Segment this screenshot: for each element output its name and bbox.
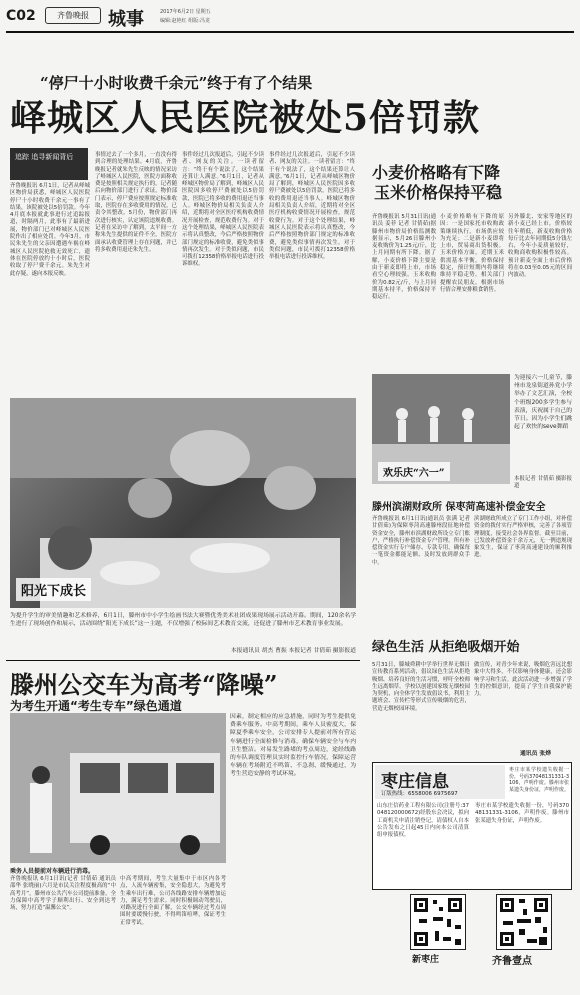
photo1-caption: 阳光下成长 — [16, 578, 91, 601]
lead-kicker: “停尸十小时收费千余元”终于有了个结果 — [40, 74, 313, 92]
section-rule — [6, 660, 360, 661]
ads-title: 枣庄信息 — [381, 772, 449, 792]
ads-item-2: 枣庄市某学校遗失收据一份，号码37048131331-3106，声明作废。滕州市张某遗失身份证，声明作废。 — [475, 803, 569, 824]
ads-box — [372, 762, 572, 890]
photo1-description: 为提升学生的审美情趣和艺术修养，6月1日，滕州市中小学生绘画书法大赛暨优秀美术社团成果现场展示活动开幕。期间，120余名学生进行了现场创作和展示，活动围绕“阳光下成长”这一主题，不仅增强了校际间艺术教育交流，还促进了滕州市艺术教育事业发展。 — [10, 613, 356, 627]
ads-note: 枣庄市某学校遗失收据一份，号码37048131331-3106，声明作废。滕州市张某遗失身份证，声明作废。 — [509, 767, 570, 793]
section-title: 城事 — [108, 9, 144, 30]
lead-headline: 峄城区人民医院被处5倍罚款 — [10, 97, 481, 139]
bus-illustration-icon — [10, 713, 226, 863]
qr-label-left: 新枣庄 — [412, 955, 440, 965]
lead-col-3: 事件经过几次报道后，引起不少读者、网友的关注。一读者留言：“终于有个说法了，这个结果还算让人满意。”6月1日，记者从峄城区物价局了解到，峄城区人民医院因多收停尸费被处以5倍罚款，医院已将多收的费用退还当事人。峄城区物价局相关负责人介绍，近期将对全区医疗机构收费情况开展检查，规范收费行为。对于这个处理结果，峄城区人民医院表示将认真整改，今后严格按照物价部门规定的标准收费，避免类似事情再次发生。对于类似问题，市民可拨打12358价格举报电话进行投诉维权。 — [182, 152, 264, 268]
qr-pattern-icon — [497, 895, 551, 949]
page-header — [0, 0, 580, 38]
bus-photo — [10, 713, 226, 863]
newspaper-logo: 齐鲁晚报 — [45, 7, 101, 24]
bus-col-2: 中高考期间，考生大量集中于市区内各考点，人流车辆密集，安全隐患大，为避免考生乘车出行难，公司各线路安排车辆增加运力，满足考生需求。同时积极调动驾驶员，对路况进行全面了解，公交车辆经过考点周围时要缓慢行驶，不得鸣笛喧哗，保证考生正常考试。 — [120, 876, 226, 926]
qr-label-right: 齐鲁壹点 — [492, 956, 532, 967]
green-headline: 绿色生活 从拒绝吸烟开始 — [372, 640, 520, 655]
ads-item-1: 山东庄信药业工程有限公司(注册号:37048120000672)经股东会决议，拟向工商机关申请注销登记，请债权人自本公告发布之日起45日内向本公司清算组申报债权。 — [377, 803, 469, 839]
lead-col-4: 事件经过几次报道后，引起不少读者、网友的关注。一读者留言：“终于有个说法了，这个结果还算让人满意。”6月1日，记者从峄城区物价局了解到，峄城区人民医院因多收停尸费被处以5倍罚款，医院已将多收的费用退还当事人。峄城区物价局相关负责人介绍，近期将对全区医疗机构收费情况开展检查，规范收费行为。对于这个处理结果，峄城区人民医院表示将认真整改，今后严格按照物价部门规定的标准收费，避免类似事情再次发生。对于类似问题，市民可拨打12358价格举报电话进行投诉维权。 — [269, 152, 355, 261]
bus-col-1: 齐鲁晚报讯 6月1日讯(记者 甘倩茹 通讯员 邵华 张晓丽)六月是市民关注程度极高的“中高考月”，滕州市公共汽车公司提前准备，全力保障中高考学子顺利出行、安全到达考场，努力打造“温馨公交”。 — [10, 876, 116, 912]
qr-code-icon[interactable] — [410, 894, 466, 950]
green-credit: 通讯员 张烨 — [520, 751, 552, 757]
ads-phone: 订版热线：6558006 6975697 — [381, 791, 458, 797]
issue-date: 2017年6月2日 星期五 — [160, 9, 211, 15]
finance-col-1: 齐鲁晚报讯 6月1日讯(通讯员 张满 记者 甘倩茹)为保障枣菏高速滕州段征地补偿资金安全，滕州市滨湖财政所设立专门账户，严格执行补偿资金专户管理。所有补偿资金实行专户储存、专款专用，确保每一笔资金都能足额、及时发放到群众手中。 — [372, 516, 470, 566]
green-col-1: 5月31日，滕城舜耕中学举行世界无烟日宣传教育系列活动，倡议绿色生活从拒绝吸烟、培养良好的生活习惯，呼吁全校师生远离烟草。学校以创建国家级无烟校园为契机，向全体学生发放倡议书，利用主题班会、宣传栏等形式宣传吸烟的危害，营造无烟校园环境。 — [372, 662, 470, 712]
wheat-col-2: 小麦价格略有下降的原因：一是国家托市收购政策继续执行，市场供应较为充足；二是新小麦即将上市，贸易商出货积极。玉米价格方面，近期玉米供需基本平衡，价格保持稳定，预计短期内将继续维持平稳走势。相关部门提醒农民朋友，根据市场行情合理安排粮食销售。 — [440, 214, 504, 293]
children-day-photo — [372, 374, 510, 484]
bus-headline: 滕州公交车为高考“降噪” — [10, 670, 278, 699]
green-col-2: 做宣传，对青少年来说，吸烟危害远比想象中大得多，不仅影响身体健康，还会影响学习和生活。此次活动进一步增强了学生的控烟意识，提高了学生自我保护能力。 — [474, 662, 572, 698]
wheat-headline-2: 玉米价格保持平稳 — [374, 183, 503, 202]
students-art-photo — [10, 398, 356, 608]
bus-subheadline: 为考生开通“考生专车”绿色通道 — [10, 699, 182, 713]
wheat-headline-1: 小麦价格略有下降 — [372, 163, 501, 182]
photo2-credit: 本报记者 甘倩茹 摄影报道 — [514, 476, 572, 490]
wheat-col-3: 另外滕北、安家等地区的新小麦已经上市，价格较往年稍低，新麦收购价格每斤比去年同期低5分钱左右，今年小麦质量较好，收购商收购积极性较高。预计新麦全面上市后价格将在0.03至0.05元的区间内波动。 — [508, 214, 572, 279]
photo-illustration-icon — [10, 398, 356, 608]
page-number: C02 — [6, 8, 36, 24]
qr-pattern-icon — [411, 895, 465, 949]
photo1-credit: 本报通讯员 胡杰 曹振 本报记者 甘倩茹 摄影报道 — [230, 648, 356, 654]
editor-line: 编辑:赵艳红 组版:冯龙 — [160, 18, 210, 24]
photo2-description: 为迎接六一儿童节，滕州市龙泉街道孙党小学举办了文艺汇演，全校个班级200多学生参与表演，庆祝属于自己的节日。因为小学生们跳起了欢快的seve舞蹈 — [514, 375, 572, 431]
photo2-caption: 欢乐庆“六一” — [378, 462, 450, 481]
qr-code-icon[interactable] — [496, 894, 552, 950]
finance-col-2: 滨湖财政所成立了专门工作小组，对补偿资金的拨付实行严格审核，完善了各项管理制度，接受社会各界监督。截至目前，已发放补偿资金千余万元，无一例违规现象发生，保证了枣菏高速建设的顺利推进。 — [474, 516, 572, 559]
lead-col-1: 齐鲁晚报讯 6月1日，记者从峄城区物价局获悉，峄城区人民医院停尸十小时收费千余元一事有了结果，该院被处以5倍罚款。今年4月底本报就此事进行过追踪报道，时隔两月，此事有了最新进展，物价部门已对峄城区人民医院作出了相应处罚。今年3月，市民朱先生的父亲因遭遇车祸在峄城区人民医院抢救无效死亡，遗体在医院停放约十小时后，医院收取了停尸费千余元。朱先生对此存疑，遂向本报反映。 — [10, 183, 90, 277]
bus-photo-caption: 乘务人员提前对车辆进行消毒。 — [10, 868, 95, 875]
header-rule — [6, 31, 574, 33]
column-tag: 追踪 追寻新闻背后 — [10, 148, 88, 180]
bus-col-3: 因素，制定相应的应急措施，同时为考生提供免费乘车服务。中高考期间，乘车人员密度大，保障夏季乘车安全，公司安排专人提前对所有营运车辆进行全面检修与消毒，确保车辆安全与车内卫生整洁。对易发生路堵的考点周边，途经线路的车队调度管理员实时监控行车情况，保障运营车辆在考场附近不鸣笛、不急刹、缓慢通过，为考生营造安静的考试环境。 — [230, 714, 356, 778]
wheat-col-1: 齐鲁晚报讯 5月31日讯(通讯员 姜菲 记者 甘倩茹)据滕州市物价局价格监测数据显示，5月26日滕州小麦收购价为1.25元/斤，比上月同期有所下降。据了解，小麦价格下降主要是由于新麦即将上市，市场看空心理较强。玉米收购价为0.82元/斤，与上月同期基本持平，价格保持平稳运行。 — [372, 214, 436, 301]
lead-col-2: 事情过去了一个多月，一直没有得到合理的处理结果。4月底，齐鲁晚报记者就朱先生反映的情况采访了峄城区人民医院，医院方面称收费是按照相关规定执行的。记者随后向物价部门进行了求证。物价部门表示，停尸费应按照规定标准收取，医院存在多收费用的情况，已责令其整改。5月份，物价部门再次进行核实，认定该院违规收费。记者在采访中了解到，太平间一方称朱先生提供的证件不全，医院方面承认收费管理上存在问题，并已将多收费用退还朱先生。 — [95, 152, 177, 253]
finance-headline: 滕州滨湖财政所 保枣菏高速补偿金安全 — [372, 502, 546, 513]
